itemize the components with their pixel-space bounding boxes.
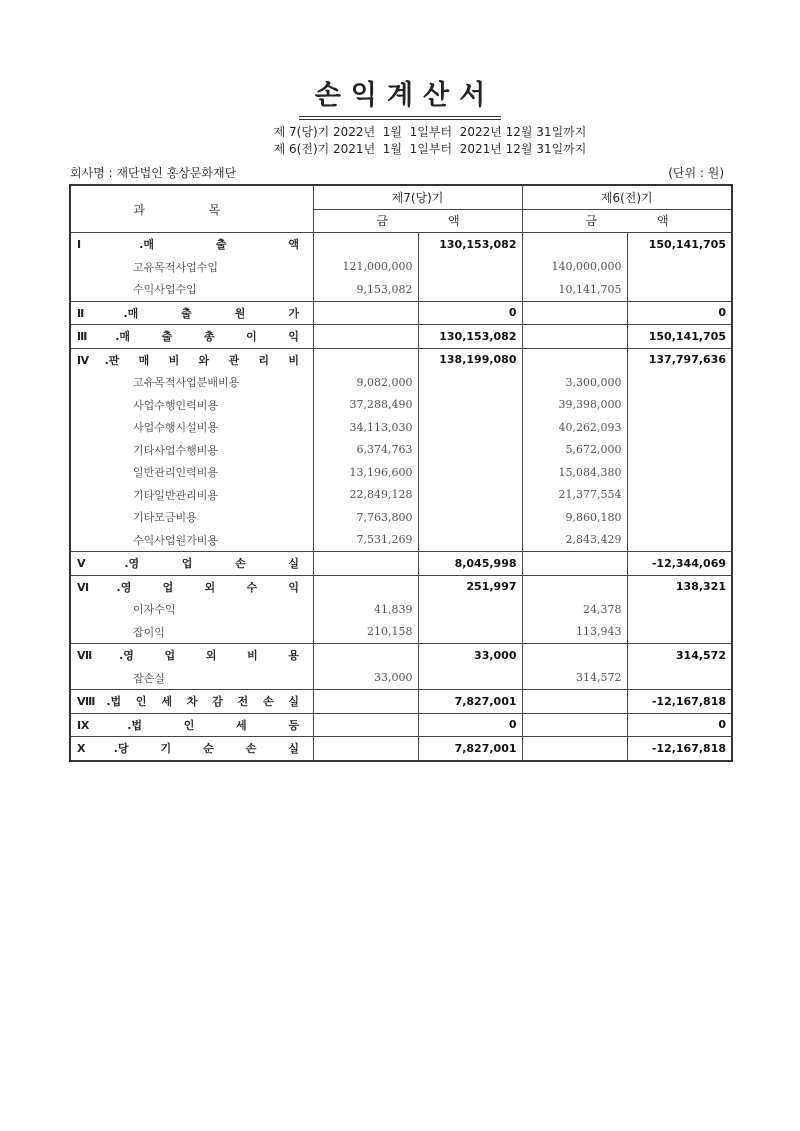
major-row <box>70 325 732 349</box>
row-label-cell <box>70 278 313 301</box>
current-detail-amount <box>313 713 418 737</box>
previous-total-amount <box>627 598 732 621</box>
row-label: 기타일반관리비용 <box>133 488 219 502</box>
sub-row <box>70 416 732 439</box>
previous-detail-amount <box>522 348 627 371</box>
row-label: 사업수행시설비용 <box>133 421 219 435</box>
row-label: Ⅱ.매 출 원 가 <box>77 306 299 320</box>
current-period-header: 제7(당)기 <box>313 185 522 209</box>
current-detail-amount <box>313 690 418 714</box>
statement-body <box>70 233 732 761</box>
previous-total-amount <box>627 278 732 301</box>
document-title: 손익계산서 <box>299 78 501 120</box>
current-total-amount: 7,827,001 <box>418 737 522 761</box>
previous-detail-amount <box>522 233 627 256</box>
current-detail-amount: 34,113,030 <box>313 416 418 439</box>
previous-total-amount: 150,141,705 <box>627 233 732 256</box>
row-label: 사업수행인력비용 <box>133 398 219 412</box>
row-label-cell <box>70 552 313 576</box>
sub-row <box>70 621 732 644</box>
row-label-cell <box>70 667 313 690</box>
current-detail-amount: 9,153,082 <box>313 278 418 301</box>
row-label: 잡이익 <box>133 625 165 639</box>
previous-total-amount: -12,167,818 <box>627 690 732 714</box>
row-label: Ⅵ.영 업 외 수 익 <box>77 580 299 594</box>
previous-detail-amount <box>522 713 627 737</box>
current-detail-amount: 33,000 <box>313 667 418 690</box>
row-label-cell <box>70 598 313 621</box>
row-label: 이자수익 <box>133 603 176 617</box>
previous-detail-amount <box>522 690 627 714</box>
row-label-cell <box>70 256 313 279</box>
current-total-amount <box>418 621 522 644</box>
previous-amount-right-header: 액 <box>627 209 732 233</box>
row-label-cell <box>70 394 313 417</box>
current-detail-amount: 22,849,128 <box>313 484 418 507</box>
previous-total-amount <box>627 439 732 462</box>
row-label-cell <box>70 439 313 462</box>
previous-total-amount <box>627 667 732 690</box>
current-total-amount: 0 <box>418 301 522 325</box>
current-total-amount: 8,045,998 <box>418 552 522 576</box>
current-detail-amount: 210,158 <box>313 621 418 644</box>
current-detail-amount <box>313 233 418 256</box>
major-row <box>70 552 732 576</box>
row-label-cell <box>70 484 313 507</box>
row-label: Ⅴ.영 업 손 실 <box>77 557 299 571</box>
previous-detail-amount: 113,943 <box>522 621 627 644</box>
row-label-cell <box>70 644 313 667</box>
row-label: Ⅷ.법 인 세 차 감 전 손 실 <box>77 695 299 709</box>
row-label: 잡손실 <box>133 671 165 685</box>
row-label-cell <box>70 371 313 394</box>
major-row <box>70 233 732 256</box>
current-total-amount <box>418 484 522 507</box>
previous-total-amount <box>627 506 732 529</box>
major-row <box>70 713 732 737</box>
current-total-amount <box>418 667 522 690</box>
sub-row <box>70 598 732 621</box>
row-label-cell <box>70 737 313 761</box>
current-total-amount <box>418 598 522 621</box>
row-label-cell <box>70 461 313 484</box>
current-total-amount <box>418 416 522 439</box>
current-detail-amount: 121,000,000 <box>313 256 418 279</box>
current-detail-amount: 41,839 <box>313 598 418 621</box>
previous-total-amount <box>627 461 732 484</box>
row-label-cell <box>70 529 313 552</box>
sub-row <box>70 439 732 462</box>
row-label: Ⅸ.법 인 세 등 <box>77 718 299 732</box>
previous-total-amount <box>627 394 732 417</box>
previous-detail-amount: 24,378 <box>522 598 627 621</box>
sub-row <box>70 278 732 301</box>
row-label: 고유목적사업수입 <box>133 260 219 274</box>
current-detail-amount <box>313 348 418 371</box>
row-label-cell <box>70 690 313 714</box>
row-label-cell <box>70 621 313 644</box>
row-label-cell <box>70 575 313 598</box>
previous-detail-amount <box>522 737 627 761</box>
previous-detail-amount: 21,377,554 <box>522 484 627 507</box>
previous-period-header: 제6(전)기 <box>522 185 732 209</box>
unit-label: (단위 : 원) <box>668 166 724 180</box>
current-amount-left-header: 금 <box>313 209 418 233</box>
current-detail-amount <box>313 325 418 349</box>
previous-period-line: 제 6(전)기 2021년 1월 1일부터 2021년 12월 31일까지 <box>273 142 587 156</box>
current-total-amount <box>418 461 522 484</box>
previous-detail-amount: 15,084,380 <box>522 461 627 484</box>
row-label: 고유목적사업분배비용 <box>133 376 240 390</box>
previous-detail-amount <box>522 325 627 349</box>
current-total-amount <box>418 256 522 279</box>
previous-total-amount: -12,167,818 <box>627 737 732 761</box>
current-total-amount: 138,199,080 <box>418 348 522 371</box>
previous-detail-amount: 10,141,705 <box>522 278 627 301</box>
row-label: 기타사업수행비용 <box>133 443 219 457</box>
current-detail-amount <box>313 575 418 598</box>
major-row <box>70 690 732 714</box>
previous-total-amount: -12,344,069 <box>627 552 732 576</box>
previous-detail-amount <box>522 644 627 667</box>
previous-detail-amount: 5,672,000 <box>522 439 627 462</box>
subject-header: 과 목 <box>70 185 313 233</box>
major-row <box>70 737 732 761</box>
row-label-cell <box>70 233 313 256</box>
current-detail-amount: 9,082,000 <box>313 371 418 394</box>
company-name: 회사명 : 재단법인 홍상문화재단 <box>70 166 237 180</box>
current-detail-amount: 37,288,490 <box>313 394 418 417</box>
previous-detail-amount: 9,860,180 <box>522 506 627 529</box>
current-total-amount <box>418 394 522 417</box>
period-info <box>0 124 800 158</box>
current-detail-amount: 13,196,600 <box>313 461 418 484</box>
sub-row <box>70 506 732 529</box>
previous-total-amount: 138,321 <box>627 575 732 598</box>
previous-detail-amount: 2,843,429 <box>522 529 627 552</box>
previous-total-amount <box>627 416 732 439</box>
row-label-cell <box>70 348 313 371</box>
previous-total-amount: 314,572 <box>627 644 732 667</box>
previous-detail-amount: 39,398,000 <box>522 394 627 417</box>
current-amount-right-header: 액 <box>418 209 522 233</box>
current-total-amount: 251,997 <box>418 575 522 598</box>
row-label: 기타모금비용 <box>133 511 197 525</box>
previous-detail-amount <box>522 552 627 576</box>
row-label: Ⅰ.매 출 액 <box>77 238 299 252</box>
previous-total-amount <box>627 621 732 644</box>
major-row <box>70 348 732 371</box>
previous-total-amount <box>627 529 732 552</box>
previous-amount-left-header: 금 <box>522 209 627 233</box>
major-row <box>70 301 732 325</box>
previous-detail-amount <box>522 575 627 598</box>
previous-detail-amount: 140,000,000 <box>522 256 627 279</box>
current-detail-amount <box>313 552 418 576</box>
current-detail-amount <box>313 301 418 325</box>
sub-row <box>70 667 732 690</box>
sub-row <box>70 461 732 484</box>
previous-detail-amount: 314,572 <box>522 667 627 690</box>
current-detail-amount: 7,531,269 <box>313 529 418 552</box>
previous-detail-amount: 3,300,000 <box>522 371 627 394</box>
major-row <box>70 644 732 667</box>
current-total-amount <box>418 278 522 301</box>
previous-total-amount <box>627 371 732 394</box>
current-total-amount: 130,153,082 <box>418 325 522 349</box>
current-total-amount: 0 <box>418 713 522 737</box>
current-detail-amount <box>313 644 418 667</box>
major-row <box>70 575 732 598</box>
row-label: 수익사업원가비용 <box>133 533 219 547</box>
sub-row <box>70 529 732 552</box>
sub-row <box>70 394 732 417</box>
previous-total-amount <box>627 484 732 507</box>
row-label: Ⅹ.당 기 순 손 실 <box>77 742 299 756</box>
row-label: Ⅶ.영 업 외 비 용 <box>77 649 299 663</box>
row-label: 일반관리인력비용 <box>133 466 219 480</box>
title-wrap <box>0 78 800 120</box>
current-total-amount <box>418 529 522 552</box>
current-detail-amount <box>313 737 418 761</box>
previous-total-amount: 0 <box>627 713 732 737</box>
row-label-cell <box>70 301 313 325</box>
row-label: Ⅳ.판 매 비 와 관 리 비 <box>77 353 299 367</box>
current-total-amount <box>418 506 522 529</box>
previous-detail-amount: 40,262,093 <box>522 416 627 439</box>
previous-total-amount: 137,797,636 <box>627 348 732 371</box>
current-period-line: 제 7(당)기 2022년 1월 1일부터 2022년 12월 31일까지 <box>273 125 587 139</box>
current-total-amount: 7,827,001 <box>418 690 522 714</box>
previous-detail-amount <box>522 301 627 325</box>
row-label: 수익사업수입 <box>133 283 197 297</box>
current-total-amount: 130,153,082 <box>418 233 522 256</box>
row-label-cell <box>70 713 313 737</box>
row-label: Ⅲ.매 출 총 이 익 <box>77 330 299 344</box>
previous-total-amount: 150,141,705 <box>627 325 732 349</box>
current-total-amount <box>418 371 522 394</box>
sub-row <box>70 484 732 507</box>
current-total-amount: 33,000 <box>418 644 522 667</box>
current-detail-amount: 7,763,800 <box>313 506 418 529</box>
row-label-cell <box>70 506 313 529</box>
sub-row <box>70 371 732 394</box>
previous-total-amount: 0 <box>627 301 732 325</box>
income-statement-table <box>69 184 733 762</box>
row-label-cell <box>70 325 313 349</box>
row-label-cell <box>70 416 313 439</box>
header-row-top <box>70 185 732 209</box>
current-total-amount <box>418 439 522 462</box>
previous-total-amount <box>627 256 732 279</box>
sub-row <box>70 256 732 279</box>
current-detail-amount: 6,374,763 <box>313 439 418 462</box>
